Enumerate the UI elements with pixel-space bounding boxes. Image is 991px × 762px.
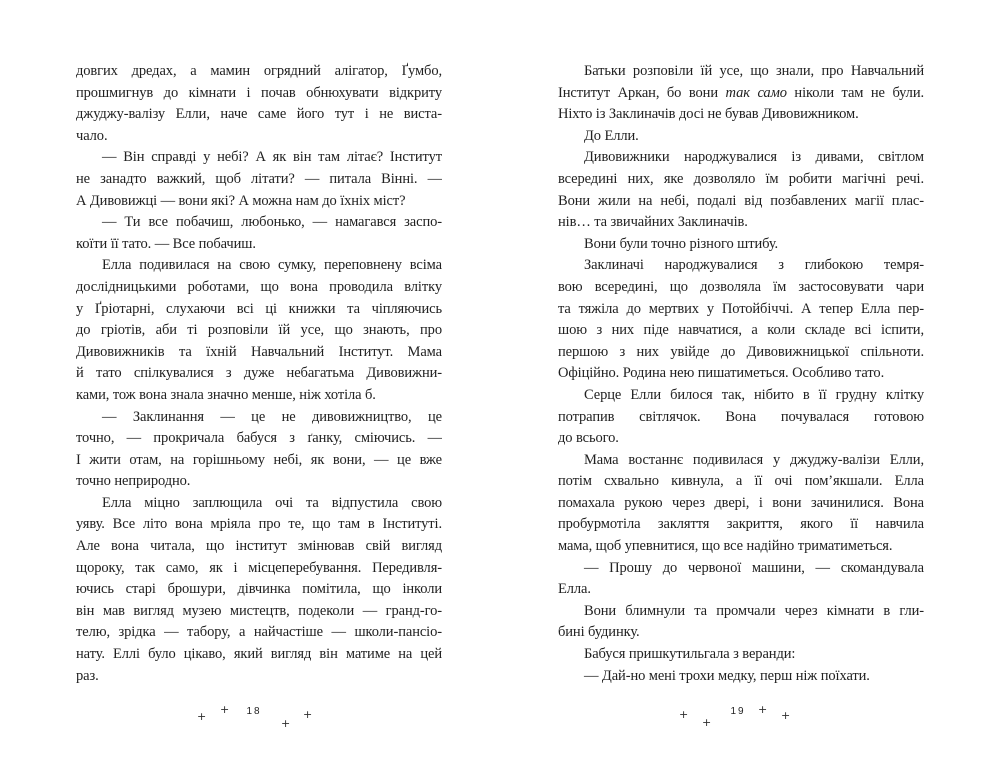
paragraph bbox=[558, 385, 924, 450]
page-number-left: 18 bbox=[246, 706, 262, 717]
text-line: до всього. bbox=[558, 430, 619, 447]
paragraph bbox=[558, 601, 924, 644]
text-line: нів… та звичайних Заклиначів. bbox=[558, 214, 748, 231]
text-line: Елла подивилася на свою сумку, переповнену всіма bbox=[102, 257, 442, 274]
paragraph bbox=[76, 407, 442, 493]
text-line: першою з них увійде до Дивовижницької спільноти. bbox=[558, 343, 924, 360]
text-line: бині будинку. bbox=[558, 624, 640, 641]
text-segment: ніколи там не були. bbox=[786, 84, 924, 101]
text-line: Вони блимнули та промчали через кімнати в гли- bbox=[584, 602, 924, 619]
text-line: ючись старі брошури, дівчинка помітила, що інколи bbox=[76, 581, 442, 598]
paragraph bbox=[558, 61, 924, 126]
text-segment: Інститут Аркан, бо вони bbox=[558, 84, 726, 101]
page-number-right: 19 bbox=[730, 706, 746, 717]
paragraph bbox=[558, 450, 924, 558]
text-line: та тяжіла до мертвих у Потойбіччі. А тепер Елла пер- bbox=[558, 300, 924, 317]
text-line: вою всередині, що дозволяла їм застосовувати чари bbox=[558, 278, 924, 295]
paragraph bbox=[558, 147, 924, 233]
text-line: Серце Елли билося так, нібито в її грудну клітку bbox=[584, 386, 924, 403]
paragraph bbox=[558, 666, 924, 688]
text-line: у Ґріотарні, слухаючи всі ці книжки та чіпляючись bbox=[76, 300, 442, 317]
text-line: й тато спілкувалися з дуже небагатьма Дивовижни- bbox=[76, 365, 442, 382]
sparkle-ornament-icon: + bbox=[702, 716, 712, 729]
page-left bbox=[76, 61, 442, 687]
text-line: чало. bbox=[76, 127, 108, 144]
text-line: Вони були точно різного штибу. bbox=[584, 235, 779, 252]
paragraph bbox=[76, 493, 442, 687]
text-line: джуджу-валізу Елли, наче саме його тут і не виста- bbox=[76, 106, 442, 123]
text-line: довгих дредах, а мамин огрядний алігатор, Ґумбо, bbox=[76, 63, 442, 79]
text-line: І жити отам, на горішньому небі, як вони, — це вже bbox=[76, 451, 442, 468]
text-line: телю, зрідка — табору, а найчастіше — школи-пансіо- bbox=[76, 624, 442, 641]
sparkle-ornament-icon: + bbox=[781, 709, 791, 722]
paragraph bbox=[558, 255, 924, 385]
paragraph bbox=[558, 644, 924, 666]
text-line: Дивовижників та їхній Навчальний Інститут. Мама bbox=[76, 343, 442, 360]
text-line: — Він справді у небі? А як він там літає? Інститут bbox=[102, 149, 442, 166]
text-line: — Ти все побачиш, любонько, — намагався заспо- bbox=[102, 214, 442, 231]
text-line: ками, тож вона знала значно менше, ніж хотіла б. bbox=[76, 386, 376, 403]
text-line: пробурмотіла закляття закриття, якого її навчила bbox=[558, 516, 924, 533]
text-line: — Прошу до червоної машини, — скомандувала bbox=[584, 559, 924, 576]
text-line: Вони жили на небі, подалі від позбавлених магії плас- bbox=[558, 192, 924, 209]
text-line: — Дай-но мені трохи медку, перш ніж поїхати. bbox=[584, 667, 870, 684]
text-line: мама, щоб упевнитися, що все надійно триматиметься. bbox=[558, 538, 893, 555]
text-line: шою з них піде навчатися, а коли складе всі іспити, bbox=[558, 322, 924, 339]
text-line: Ніхто із Заклиначів досі не бував Дивовижником. bbox=[558, 106, 859, 123]
paragraph bbox=[558, 126, 924, 148]
text-line: він мав вигляд музею мистецтв, подеколи — гранд-го- bbox=[76, 602, 442, 619]
text-line: не занадто важкий, щоб літати? — питала Вінні. — bbox=[76, 170, 442, 187]
sparkle-ornament-icon: + bbox=[303, 708, 313, 721]
paragraph bbox=[76, 255, 442, 406]
text-line: уяву. Все літо вона мріяла про те, що там в Інституті. bbox=[76, 516, 442, 533]
text-line: всередині них, яке дозволяло їм робити магічні речі. bbox=[558, 170, 924, 187]
paragraph bbox=[76, 212, 442, 255]
text-line: Елла міцно заплющила очі та відпустила свою bbox=[102, 494, 442, 511]
text-line: Елла. bbox=[558, 581, 591, 598]
text-line: А Дивовижці — вони які? А можна нам до їхніх міст? bbox=[76, 192, 406, 209]
text-line: Але вона читала, що інститут змінював свій вигляд bbox=[76, 538, 442, 555]
sparkle-ornament-icon: + bbox=[679, 708, 689, 721]
text-line: — Заклинання — це не дивовижництво, це bbox=[102, 408, 442, 425]
text-line: коїти її тато. — Все побачиш. bbox=[76, 235, 256, 252]
text-line: точно неприродно. bbox=[76, 473, 191, 490]
text-line: раз. bbox=[76, 667, 99, 684]
text-line: потім схвально кивнула, а її очі пом’якшали. Елла bbox=[558, 473, 924, 490]
text-line: Дивовижники народжувалися із дивами, світлом bbox=[584, 149, 924, 166]
text-line: потрапив світлячок. Вона почувалася готовою bbox=[558, 408, 924, 425]
paragraph bbox=[558, 234, 924, 256]
text-line: щороку, так само, як і місцеперебування. Передивля- bbox=[76, 559, 442, 576]
text-line: Мама востаннє подивилася у джуджу-валізи Елли, bbox=[584, 451, 924, 468]
paragraph bbox=[558, 558, 924, 601]
paragraph bbox=[76, 61, 442, 147]
text-line: до гріотів, аби ті розповіли їй усе, що знають, про bbox=[76, 322, 442, 339]
text-line: помахала рукою через двері, і вони зачинилися. Вона bbox=[558, 494, 924, 511]
text-line: нату. Еллі було цікаво, який вигляд він матиме на цей bbox=[76, 646, 442, 663]
italic-text: так само bbox=[725, 84, 787, 101]
text-line: Батьки розповіли їй усе, що знали, про Навчальний bbox=[584, 63, 924, 79]
text-line: Бабуся пришкутильгала з веранди: bbox=[584, 646, 796, 663]
paragraph bbox=[76, 147, 442, 212]
text-line: дослідницькими роботами, що вона проводила влітку bbox=[76, 278, 442, 295]
sparkle-ornament-icon: + bbox=[281, 717, 291, 730]
text-line: прошмигнув до кімнати і почав обнюхувати відкриту bbox=[76, 84, 442, 101]
text-line: точно, — прокричала бабуся з ґанку, сміючись. — bbox=[76, 430, 442, 447]
page-right bbox=[558, 61, 924, 687]
text-line: До Елли. bbox=[584, 127, 639, 144]
sparkle-ornament-icon: + bbox=[758, 703, 768, 716]
text-line bbox=[558, 83, 924, 105]
sparkle-ornament-icon: + bbox=[220, 703, 230, 716]
sparkle-ornament-icon: + bbox=[197, 710, 207, 723]
text-line: Заклиначі народжувалися з глибокою темря- bbox=[584, 257, 924, 274]
text-line: Офіційно. Родина нею пишатиметься. Особливо тато. bbox=[558, 365, 885, 382]
